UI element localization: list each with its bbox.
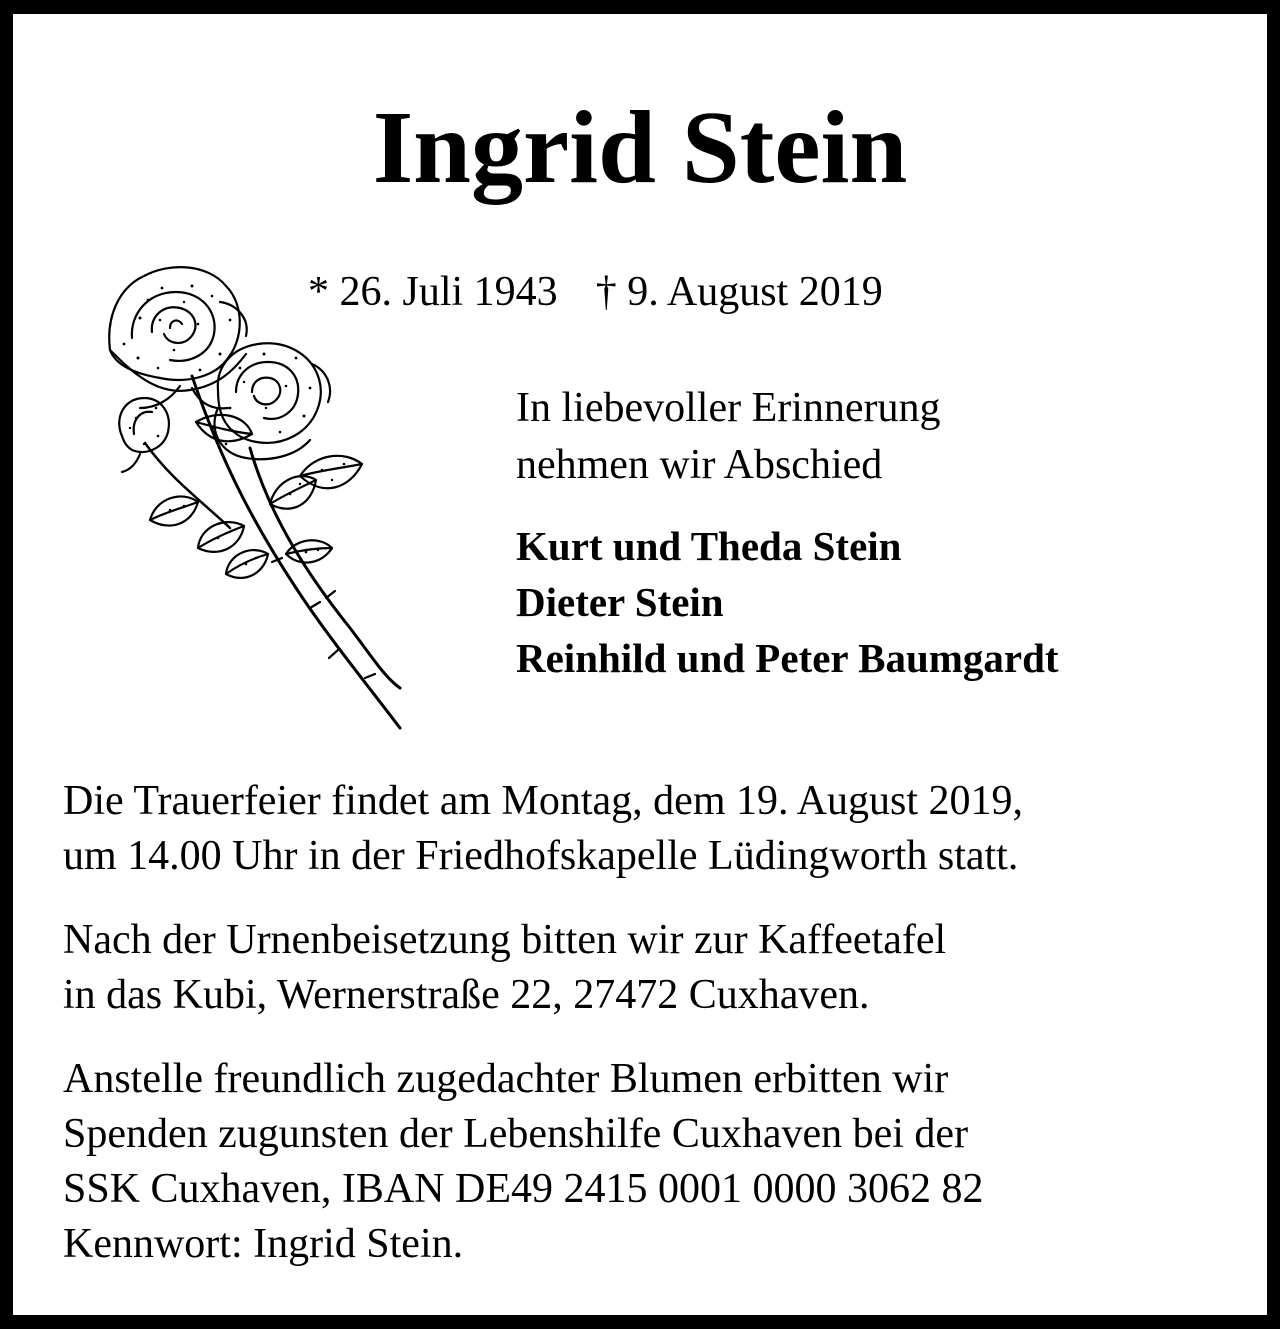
birth-date: * 26. Juli 1943 bbox=[308, 269, 558, 315]
roses-illustration-icon bbox=[100, 258, 420, 733]
memorial-line: In liebevoller Erinnerung bbox=[516, 385, 941, 431]
death-date: † 9. August 2019 bbox=[595, 269, 883, 315]
coffee-line: in das Kubi, Wernerstraße 22, 27472 Cuxhaven. bbox=[63, 972, 870, 1018]
donation-line: Spenden zugunsten der Lebenshilfe Cuxhaven bei der bbox=[63, 1111, 969, 1157]
family-line: Kurt und Theda Stein bbox=[516, 523, 902, 569]
memorial-text bbox=[516, 380, 941, 494]
coffee-paragraph bbox=[63, 913, 946, 1023]
funeral-line: um 14.00 Uhr in der Friedhofskapelle Lüdingworth statt. bbox=[63, 833, 1019, 879]
family-line: Reinhild und Peter Baumgardt bbox=[516, 635, 1059, 681]
family-names bbox=[516, 518, 1059, 686]
deceased-name: Ingrid Stein bbox=[372, 90, 908, 205]
donation-line: Anstelle freundlich zugedachter Blumen erbitten wir bbox=[63, 1056, 949, 1102]
funeral-paragraph bbox=[63, 774, 1023, 884]
donation-paragraph bbox=[63, 1052, 984, 1272]
donation-line: Kennwort: Ingrid Stein. bbox=[63, 1221, 464, 1267]
funeral-line: Die Trauerfeier findet am Montag, dem 19. August 2019, bbox=[63, 778, 1024, 824]
coffee-line: Nach der Urnenbeisetzung bitten wir zur Kaffeetafel bbox=[63, 917, 947, 963]
donation-line: SSK Cuxhaven, IBAN DE49 2415 0001 0000 3062 82 bbox=[63, 1166, 984, 1212]
memorial-line: nehmen wir Abschied bbox=[516, 442, 883, 488]
family-line: Dieter Stein bbox=[516, 579, 724, 625]
